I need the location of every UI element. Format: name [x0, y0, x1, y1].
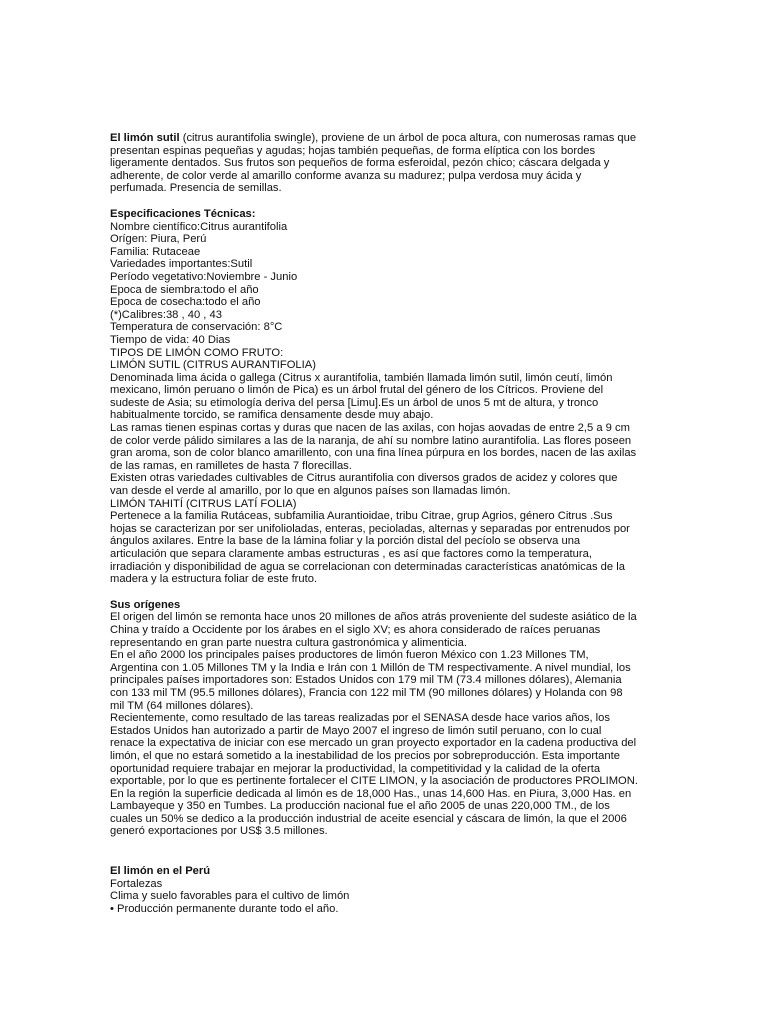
- origins-line: principales países importadores son: Estados Unidos con 179 mil TM (73.4 millones dólares), Alemania: [110, 674, 622, 687]
- specs-line: sudeste de Asia; su etimología deriva del persa [Limu].Es un árbol de unos 5 mt de altura, y tronco: [110, 396, 599, 409]
- specs-line: TIPOS DE LIMÓN COMO FRUTO:: [110, 346, 284, 359]
- specs-line: Tiempo de vida: 40 Dias: [110, 333, 231, 346]
- specs-line: gran aroma, son de color blanco amarillento, con una fina línea púrpura en los bordes, nacen de las axilas: [110, 447, 637, 460]
- origins-line: China y traído a Occidente por los árabes en el siglo XV; es ahora considerado de raíces peruanas: [110, 623, 601, 636]
- intro-line: presentan espinas pequeñas y agudas; hojas también pequeñas, de forma elíptica con los bordes: [110, 144, 596, 157]
- origins-line: con 133 mil TM (95.5 millones dólares), Francia con 122 mil TM (90 millones dólares) y Holanda con 98: [110, 686, 623, 699]
- specs-line: Existen otras variedades cultivables de Citrus aurantifolia con diversos grados de acidez y colores que: [110, 472, 618, 485]
- intro-line: El limón sutil (citrus aurantifolia swingle), proviene de un árbol de poca altura, con numerosas ramas que: [110, 132, 637, 144]
- specs-line: (*)Calibres:38 , 40 , 43: [110, 308, 222, 321]
- origins-line: Argentina con 1.05 Millones TM y la India e Irán con 1 Millón de TM respectivamente. A nivel mundial, los: [110, 661, 631, 674]
- intro-line: perfumada. Presencia de semillas.: [110, 182, 282, 195]
- specs-body: [110, 221, 660, 586]
- specs-line: articulación que separa claramente ambas estructuras , es así que factores como la temperatura,: [110, 548, 592, 560]
- origins-body: [110, 611, 660, 838]
- origins-line: exportable, por lo que es pertinente fortalecer el CITE LIMON, y la asociación de productores PROLIMON.: [110, 775, 638, 788]
- specs-line: Temperatura de conservación: 8°C: [110, 321, 283, 334]
- specs-line: Período vegetativo:Noviembre - Junio: [110, 270, 298, 283]
- origins-line: representando en gran parte nuestra cultura gastronómica y alimenticia.: [110, 636, 467, 649]
- peru-line: Fortalezas: [110, 877, 163, 890]
- specs-line: van desde el verde al amarillo, por lo que en algunos países son llamadas limón.: [110, 485, 511, 498]
- origins-line: Estados Unidos han autorizado a partir de Mayo 2007 el ingreso de limón sutil peruano, con lo cual: [110, 724, 602, 737]
- intro-term: El limón sutil: [110, 132, 180, 144]
- specs-line: irradiación y disponibilidad de agua se correlacionan con determinadas características anatómicas de la: [110, 560, 625, 573]
- specs-section: [110, 208, 660, 586]
- origins-section: [110, 599, 660, 838]
- specs-line: de color verde pálido similares a las de la naranja, de ahí su nombre latino aurantifolia. Las flores poseen: [110, 434, 632, 447]
- intro-line: ligeramente dentados. Sus frutos son pequeños de forma esferoidal, pezón chico; cáscara delgada y: [110, 157, 610, 170]
- origins-line: El origen del limón se remonta hace unos 20 millones de años atrás proveniente del sudeste asiático de la: [110, 611, 637, 624]
- specs-line: Las ramas tienen espinas cortas y duras que nacen de las axilas, con hojas aovadas de entre 2,5 a 9 cm: [110, 422, 630, 435]
- specs-line: LIMÓN SUTIL (CITRUS AURANTIFOLIA): [110, 359, 316, 372]
- origins-heading: Sus orígenes: [110, 598, 181, 611]
- origins-line: Lambayeque y 350 en Tumbes. La producción nacional fue el año 2005 de unas 220,000 TM., de los: [110, 800, 610, 813]
- specs-line: Epoca de cosecha:todo el año: [110, 296, 261, 309]
- specs-line: Epoca de siembra:todo el año: [110, 283, 259, 296]
- origins-line: oportunidad requiere trabajar en mejorar la productividad, la competitividad y la calidad de la oferta: [110, 762, 601, 775]
- origins-line: mil TM (64 millones dólares).: [110, 699, 254, 712]
- origins-line: generó exportaciones por US$ 3.5 millones.: [110, 825, 328, 838]
- specs-heading: Especificaciones Técnicas:: [110, 207, 256, 220]
- specs-line: Nombre científico:Citrus aurantifolia: [110, 220, 288, 233]
- specs-line: Orígen: Piura, Perú: [110, 233, 207, 246]
- specs-line: Denominada lima ácida o gallega (Citrus x aurantifolia, también llamada limón sutil, limón ceutí, limón: [110, 371, 613, 384]
- specs-line: Familia: Rutaceae: [110, 245, 201, 258]
- specs-line: habitualmente torcido, se ramifica densamente desde muy abajo.: [110, 409, 434, 422]
- peru-line: • Producción permanente durante todo el año.: [110, 902, 339, 915]
- origins-line: limón, el que no estará sometido a la inestabilidad de los precios por sobreproducción. Esta importante: [110, 749, 620, 762]
- intro-paragraph: [110, 132, 660, 195]
- intro-line: adherente, de color verde al amarillo conforme avanza su madurez; pulpa verdosa muy ácida y: [110, 169, 582, 182]
- specs-line: Pertenece a la familia Rutáceas, subfamilia Aurantioidae, tribu Citrae, grup Agrios, género Citrus .Sus: [110, 510, 613, 523]
- document-page: [110, 132, 660, 915]
- peru-section: [110, 865, 660, 915]
- specs-line: mexicano, limón peruano o limón de Pica) es un árbol frutal del género de los Cítricos. Proviene del: [110, 384, 604, 397]
- origins-line: En la región la superficie dedicada al limón es de 18,000 Has., unas 14,600 Has. en Piura, 3,000 Has. en: [110, 787, 632, 800]
- origins-line: En el año 2000 los principales países productores de limón fueron México con 1.23 Millones TM,: [110, 649, 589, 662]
- origins-line: renace la expectativa de iniciar con ese mercado un gran proyecto exportador en la cadena productiva del: [110, 737, 637, 750]
- peru-body: [110, 878, 660, 916]
- specs-line: madera y la estructura foliar de este fruto.: [110, 573, 318, 586]
- peru-line: Clima y suelo favorables para el cultivo de limón: [110, 890, 350, 903]
- specs-line: ángulos axilares. Entre la base de la lámina foliar y la porción distal del pecíolo se observa una: [110, 535, 581, 548]
- origins-line: cuales un 50% se dedico a la producción industrial de aceite esencial y cáscara de limón, la que el 2006: [110, 812, 627, 825]
- specs-line: de las ramas, en ramilletes de hasta 7 florecillas.: [110, 459, 352, 472]
- specs-line: Variedades importantes:Sutil: [110, 258, 253, 271]
- peru-heading: El limón en el Perú: [110, 865, 211, 878]
- specs-line: LIMÓN TAHITÍ (CITRUS LATÍ FOLIA): [110, 497, 297, 510]
- origins-line: Recientemente, como resultado de las tareas realizadas por el SENASA desde hace varios años, los: [110, 712, 610, 725]
- specs-line: hojas se caracterizan por ser unifolioladas, enteras, pecioladas, alternas y separadas por entrenudos por: [110, 522, 630, 535]
